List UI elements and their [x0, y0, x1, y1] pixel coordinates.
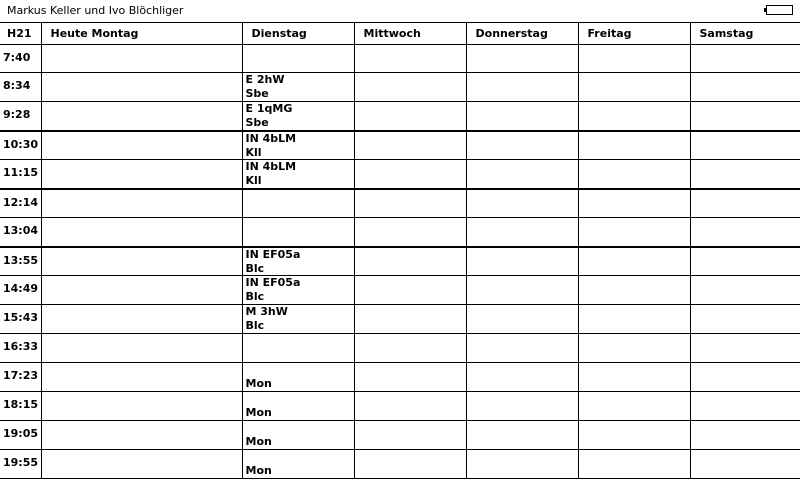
cell-wednesday[interactable]	[354, 305, 466, 334]
cell-saturday[interactable]	[690, 160, 800, 189]
cell-tuesday[interactable]	[242, 450, 354, 479]
cell-friday[interactable]	[578, 363, 690, 392]
table-row	[0, 392, 800, 421]
cell-tuesday[interactable]	[242, 334, 354, 363]
lesson-teacher: Sbe	[245, 116, 269, 129]
table-row	[0, 218, 800, 247]
slot-time: 9:28	[0, 102, 41, 131]
cell-monday[interactable]	[41, 160, 242, 189]
cell-thursday[interactable]	[466, 392, 578, 421]
cell-tuesday[interactable]	[242, 247, 354, 276]
top-bar	[0, 0, 800, 22]
lesson-entry[interactable]	[246, 406, 272, 420]
cell-friday[interactable]	[578, 305, 690, 334]
cell-friday[interactable]	[578, 421, 690, 450]
lesson-entry[interactable]	[246, 248, 301, 276]
cell-friday[interactable]	[578, 189, 690, 218]
cell-wednesday[interactable]	[354, 131, 466, 160]
slot-time: 10:30	[0, 131, 41, 160]
cell-saturday[interactable]	[690, 131, 800, 160]
cell-tuesday[interactable]	[242, 363, 354, 392]
cell-thursday[interactable]	[466, 189, 578, 218]
cell-thursday[interactable]	[466, 160, 578, 189]
cell-saturday[interactable]	[690, 450, 800, 479]
lesson-teacher: Mon	[245, 406, 272, 419]
cell-monday[interactable]	[41, 334, 242, 363]
cell-tuesday[interactable]	[242, 218, 354, 247]
slot-time: 14:49	[0, 276, 41, 305]
cell-thursday[interactable]	[466, 218, 578, 247]
cell-tuesday[interactable]	[242, 45, 354, 73]
cell-monday[interactable]	[41, 102, 242, 131]
table-row	[0, 421, 800, 450]
lesson-teacher: Sbe	[245, 87, 269, 100]
cell-friday[interactable]	[578, 160, 690, 189]
cell-thursday[interactable]	[466, 102, 578, 131]
table-row	[0, 189, 800, 218]
lesson-subject-class: E 1qMG	[245, 102, 293, 115]
table-row	[0, 247, 800, 276]
lesson-subject-class: IN 4bLM	[245, 160, 297, 173]
cell-wednesday[interactable]	[354, 450, 466, 479]
table-row	[0, 450, 800, 479]
table-row	[0, 334, 800, 363]
cell-thursday[interactable]	[466, 363, 578, 392]
cell-wednesday[interactable]	[354, 73, 466, 102]
cell-saturday[interactable]	[690, 392, 800, 421]
cell-friday[interactable]	[578, 73, 690, 102]
page-title: Markus Keller und Ivo Blöchliger	[7, 4, 184, 17]
cell-wednesday[interactable]	[354, 45, 466, 73]
slot-time: 15:43	[0, 305, 41, 334]
lesson-entry[interactable]	[246, 276, 301, 304]
slot-time: 19:55	[0, 450, 41, 479]
slot-time: 12:14	[0, 189, 41, 218]
day-header-monday: Heute Montag	[41, 23, 242, 45]
cell-friday[interactable]	[578, 45, 690, 73]
day-header-friday: Freitag	[578, 23, 690, 45]
lesson-entry[interactable]	[246, 305, 288, 333]
table-row	[0, 45, 800, 73]
lesson-entry[interactable]	[246, 435, 272, 449]
cell-friday[interactable]	[578, 276, 690, 305]
cell-wednesday[interactable]	[354, 160, 466, 189]
cell-thursday[interactable]	[466, 334, 578, 363]
cell-thursday[interactable]	[466, 305, 578, 334]
cell-monday[interactable]	[41, 189, 242, 218]
day-header-tuesday: Dienstag	[242, 23, 354, 45]
table-row	[0, 160, 800, 189]
table-row	[0, 131, 800, 160]
battery-icon	[766, 5, 793, 15]
cell-friday[interactable]	[578, 102, 690, 131]
cell-thursday[interactable]	[466, 421, 578, 450]
cell-monday[interactable]	[41, 247, 242, 276]
cell-thursday[interactable]	[466, 131, 578, 160]
cell-tuesday[interactable]	[242, 276, 354, 305]
lesson-teacher: Blc	[245, 261, 265, 275]
cell-wednesday[interactable]	[354, 421, 466, 450]
lesson-subject-class: E 2hW	[245, 73, 285, 86]
cell-thursday[interactable]	[466, 450, 578, 479]
cell-saturday[interactable]	[690, 421, 800, 450]
cell-friday[interactable]	[578, 392, 690, 421]
cell-saturday[interactable]	[690, 305, 800, 334]
cell-tuesday[interactable]	[242, 305, 354, 334]
slot-time: 18:15	[0, 392, 41, 421]
cell-monday[interactable]	[41, 392, 242, 421]
table-row	[0, 276, 800, 305]
cell-monday[interactable]	[41, 73, 242, 102]
cell-friday[interactable]	[578, 450, 690, 479]
cell-saturday[interactable]	[690, 276, 800, 305]
cell-wednesday[interactable]	[354, 218, 466, 247]
lesson-teacher: Mon	[245, 377, 272, 390]
cell-thursday[interactable]	[466, 247, 578, 276]
cell-friday[interactable]	[578, 247, 690, 276]
lesson-subject-class: IN EF05a	[245, 276, 301, 289]
cell-friday[interactable]	[578, 131, 690, 160]
timetable	[0, 22, 800, 479]
slot-time: 7:40	[0, 45, 41, 73]
table-row	[0, 305, 800, 334]
slot-time: 8:34	[0, 73, 41, 102]
cell-monday[interactable]	[41, 276, 242, 305]
timetable-header-row	[0, 23, 800, 45]
lesson-teacher: Kll	[245, 174, 262, 187]
cell-monday[interactable]	[41, 305, 242, 334]
lesson-subject-class: M 3hW	[245, 305, 288, 318]
slot-time: 17:23	[0, 363, 41, 392]
cell-monday[interactable]	[41, 131, 242, 160]
lesson-teacher: Mon	[245, 464, 272, 477]
cell-saturday[interactable]	[690, 73, 800, 102]
cell-thursday[interactable]	[466, 276, 578, 305]
cell-monday[interactable]	[41, 363, 242, 392]
cell-tuesday[interactable]	[242, 421, 354, 450]
slot-time: 11:15	[0, 160, 41, 189]
lesson-subject-class: IN EF05a	[245, 247, 301, 261]
cell-wednesday[interactable]	[354, 247, 466, 276]
cell-saturday[interactable]	[690, 102, 800, 131]
corner-label: H21	[0, 23, 41, 45]
table-row	[0, 102, 800, 131]
cell-saturday[interactable]	[690, 334, 800, 363]
lesson-teacher: Blc	[245, 319, 265, 332]
lesson-teacher: Mon	[245, 435, 272, 448]
lesson-entry[interactable]	[246, 73, 285, 101]
cell-tuesday[interactable]	[242, 131, 354, 160]
cell-wednesday[interactable]	[354, 189, 466, 218]
day-header-thursday: Donnerstag	[466, 23, 578, 45]
lesson-entry[interactable]	[246, 377, 272, 391]
cell-tuesday[interactable]	[242, 392, 354, 421]
cell-friday[interactable]	[578, 218, 690, 247]
slot-time: 16:33	[0, 334, 41, 363]
cell-tuesday[interactable]	[242, 102, 354, 131]
slot-time: 19:05	[0, 421, 41, 450]
cell-tuesday[interactable]	[242, 73, 354, 102]
day-header-saturday: Samstag	[690, 23, 800, 45]
lesson-entry[interactable]	[246, 102, 293, 130]
lesson-teacher: Blc	[245, 290, 265, 303]
cell-monday[interactable]	[41, 45, 242, 73]
cell-wednesday[interactable]	[354, 392, 466, 421]
table-row	[0, 73, 800, 102]
lesson-subject-class: IN 4bLM	[245, 131, 297, 145]
cell-wednesday[interactable]	[354, 102, 466, 131]
cell-saturday[interactable]	[690, 189, 800, 218]
cell-saturday[interactable]	[690, 363, 800, 392]
lesson-entry[interactable]	[246, 160, 297, 188]
cell-tuesday[interactable]	[242, 160, 354, 189]
table-row	[0, 363, 800, 392]
lesson-teacher: Kll	[245, 145, 262, 159]
cell-thursday[interactable]	[466, 73, 578, 102]
cell-saturday[interactable]	[690, 247, 800, 276]
cell-wednesday[interactable]	[354, 334, 466, 363]
cell-saturday[interactable]	[690, 218, 800, 247]
slot-time: 13:04	[0, 218, 41, 247]
cell-wednesday[interactable]	[354, 363, 466, 392]
cell-wednesday[interactable]	[354, 276, 466, 305]
cell-monday[interactable]	[41, 421, 242, 450]
cell-friday[interactable]	[578, 334, 690, 363]
lesson-entry[interactable]	[246, 464, 272, 478]
slot-time: 13:55	[0, 247, 41, 276]
cell-monday[interactable]	[41, 450, 242, 479]
lesson-entry[interactable]	[246, 132, 297, 160]
day-header-wednesday: Mittwoch	[354, 23, 466, 45]
cell-saturday[interactable]	[690, 45, 800, 73]
cell-monday[interactable]	[41, 218, 242, 247]
cell-tuesday[interactable]	[242, 189, 354, 218]
cell-thursday[interactable]	[466, 45, 578, 73]
